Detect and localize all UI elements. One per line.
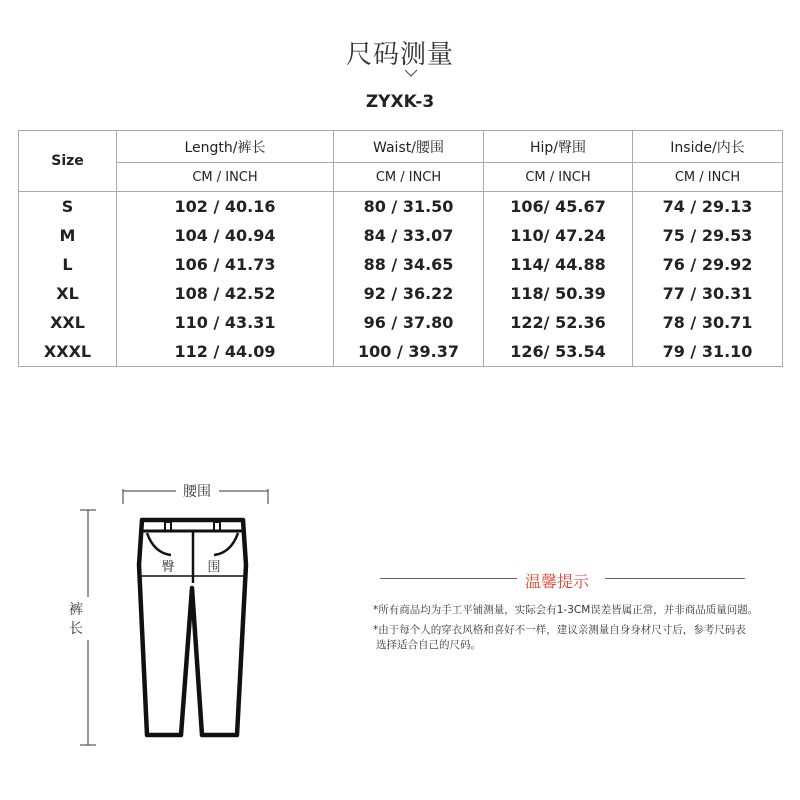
column-header-waist: Waist/腰围 <box>334 131 484 163</box>
hip-label: 围 <box>207 560 221 575</box>
divider <box>605 578 745 579</box>
page-title: 尺码测量 <box>345 40 454 70</box>
inside-cell: 76 / 29.92 <box>633 250 783 279</box>
unit-label: CM / INCH <box>334 163 484 192</box>
hip-label: 臀 <box>161 560 175 575</box>
waist-cell: 80 / 31.50 <box>334 192 484 222</box>
size-cell: L <box>19 250 117 279</box>
hip-cell: 118/ 50.39 <box>484 279 633 308</box>
table-header-row <box>19 131 783 163</box>
table-row <box>19 192 783 222</box>
column-header-inside: Inside/内长 <box>633 131 783 163</box>
inside-cell: 75 / 29.53 <box>633 221 783 250</box>
waist-cell: 100 / 39.37 <box>334 337 484 367</box>
unit-label: CM / INCH <box>484 163 633 192</box>
length-label: 长 <box>69 621 83 637</box>
hip-cell: 110/ 47.24 <box>484 221 633 250</box>
size-cell: XXXL <box>19 337 117 367</box>
length-cell: 102 / 40.16 <box>117 192 334 222</box>
table-row <box>19 308 783 337</box>
hip-cell: 122/ 52.36 <box>484 308 633 337</box>
waist-cell: 92 / 36.22 <box>334 279 484 308</box>
length-cell: 112 / 44.09 <box>117 337 334 367</box>
waist-label: 腰围 <box>183 484 211 500</box>
hip-cell: 126/ 53.54 <box>484 337 633 367</box>
chevron-down-icon <box>403 68 419 78</box>
size-column-header: Size <box>19 131 117 192</box>
length-cell: 108 / 42.52 <box>117 279 334 308</box>
size-cell: M <box>19 221 117 250</box>
tip-line: 选择适合自己的尺码。 <box>376 639 481 651</box>
unit-header-row <box>19 163 783 192</box>
pants-icon <box>139 520 246 735</box>
product-code: ZYXK-3 <box>365 92 435 112</box>
table-row <box>19 250 783 279</box>
tip-line: *由于每个人的穿衣风格和喜好不一样，建议亲测量自身身材尺寸后，参考尺码表 <box>373 624 746 636</box>
column-header-hip: Hip/臀围 <box>484 131 633 163</box>
size-cell: XXL <box>19 308 117 337</box>
table-row <box>19 337 783 367</box>
length-label: 裤 <box>69 602 83 618</box>
column-header-length: Length/裤长 <box>117 131 334 163</box>
size-cell: XL <box>19 279 117 308</box>
pants-measurement-diagram <box>60 470 290 760</box>
length-cell: 110 / 43.31 <box>117 308 334 337</box>
table-row <box>19 221 783 250</box>
length-cell: 106 / 41.73 <box>117 250 334 279</box>
tips-title: 温馨提示 <box>525 572 590 591</box>
inside-cell: 77 / 30.31 <box>633 279 783 308</box>
divider <box>380 578 517 579</box>
tip-line: *所有商品均为手工平铺测量，实际会有1-3CM误差皆属正常，并非商品质量问题。 <box>373 604 759 616</box>
waist-cell: 96 / 37.80 <box>334 308 484 337</box>
waist-cell: 84 / 33.07 <box>334 221 484 250</box>
unit-label: CM / INCH <box>117 163 334 192</box>
unit-label: CM / INCH <box>633 163 783 192</box>
size-cell: S <box>19 192 117 222</box>
waist-cell: 88 / 34.65 <box>334 250 484 279</box>
inside-cell: 79 / 31.10 <box>633 337 783 367</box>
table-row <box>19 279 783 308</box>
inside-cell: 74 / 29.13 <box>633 192 783 222</box>
length-cell: 104 / 40.94 <box>117 221 334 250</box>
inside-cell: 78 / 30.71 <box>633 308 783 337</box>
size-table <box>18 130 783 367</box>
hip-cell: 106/ 45.67 <box>484 192 633 222</box>
hip-cell: 114/ 44.88 <box>484 250 633 279</box>
